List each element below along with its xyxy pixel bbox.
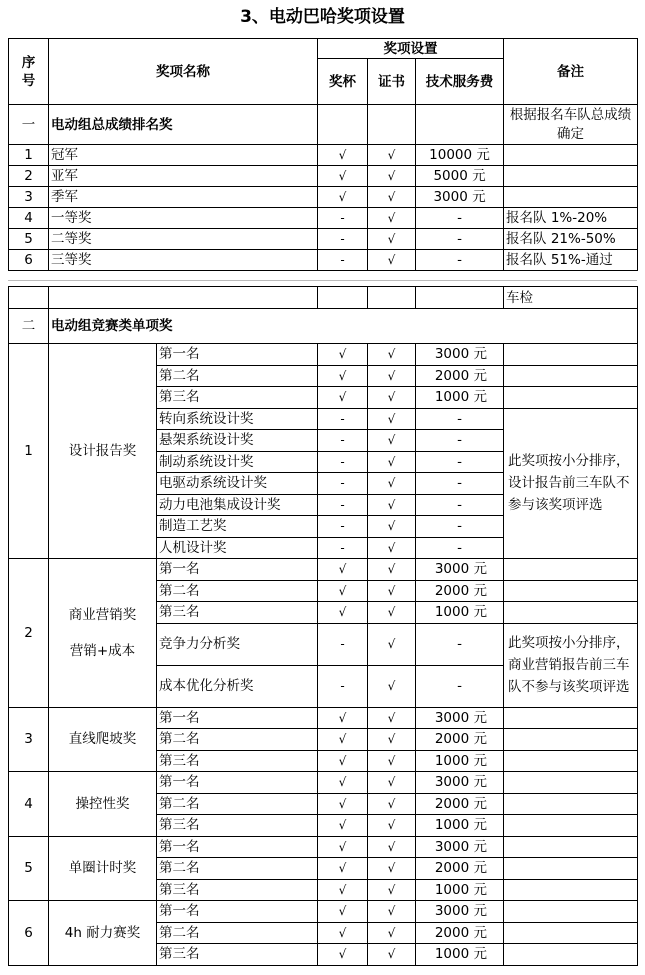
item-remark bbox=[504, 750, 638, 772]
group-name bbox=[49, 559, 157, 708]
item-cup: - bbox=[318, 537, 368, 559]
section2-name: 电动组竞赛类单项奖 bbox=[49, 309, 638, 344]
section1-num: 一 bbox=[9, 105, 49, 145]
section2-row bbox=[9, 309, 638, 344]
item-cert: √ bbox=[368, 793, 416, 815]
continued-row bbox=[9, 287, 638, 309]
row-remark: 报名队 1%-20% bbox=[504, 208, 638, 229]
item-cup: √ bbox=[318, 944, 368, 966]
item-fee: - bbox=[416, 623, 504, 665]
item-cup: √ bbox=[318, 815, 368, 837]
award-table-part2 bbox=[8, 286, 638, 966]
row-name: 二等奖 bbox=[49, 229, 318, 250]
row-name: 亚军 bbox=[49, 166, 318, 187]
group-seq: 4 bbox=[9, 772, 49, 837]
item-cert: √ bbox=[368, 473, 416, 495]
item-remark bbox=[504, 901, 638, 923]
section1-name: 电动组总成绩排名奖 bbox=[49, 105, 318, 145]
group-seq: 3 bbox=[9, 707, 49, 772]
item-cert: √ bbox=[368, 344, 416, 366]
group-seq: 2 bbox=[9, 559, 49, 708]
row-cup: √ bbox=[318, 145, 368, 166]
page-title: 3、电动巴哈奖项设置 bbox=[240, 7, 405, 27]
item-fee: 1000 元 bbox=[416, 815, 504, 837]
item-fee: - bbox=[416, 665, 504, 707]
item-cup: √ bbox=[318, 879, 368, 901]
item-fee: 3000 元 bbox=[416, 901, 504, 923]
item-cup: √ bbox=[318, 836, 368, 858]
item-remark bbox=[504, 793, 638, 815]
item-cert: √ bbox=[368, 365, 416, 387]
group-name: 直线爬坡奖 bbox=[49, 707, 157, 772]
item-name: 第二名 bbox=[157, 365, 318, 387]
item-fee: 2000 元 bbox=[416, 858, 504, 880]
item-cert: √ bbox=[368, 944, 416, 966]
item-name: 第三名 bbox=[157, 944, 318, 966]
item-fee: 2000 元 bbox=[416, 580, 504, 602]
header-seq: 序号 bbox=[9, 39, 49, 105]
row-cert: √ bbox=[368, 208, 416, 229]
item-fee: 1000 元 bbox=[416, 750, 504, 772]
header-row bbox=[9, 39, 638, 59]
table-row bbox=[9, 250, 638, 271]
item-cup: - bbox=[318, 665, 368, 707]
item-cert: √ bbox=[368, 836, 416, 858]
row-remark bbox=[504, 166, 638, 187]
item-cert: √ bbox=[368, 858, 416, 880]
item-cert: √ bbox=[368, 494, 416, 516]
item-name: 第一名 bbox=[157, 836, 318, 858]
item-cup: √ bbox=[318, 729, 368, 751]
award-table-part1 bbox=[8, 38, 638, 271]
row-cup: - bbox=[318, 208, 368, 229]
item-cup: - bbox=[318, 430, 368, 452]
item-cup: √ bbox=[318, 901, 368, 923]
table-row bbox=[9, 344, 638, 366]
row-cup: - bbox=[318, 229, 368, 250]
item-remark bbox=[504, 944, 638, 966]
item-cert: √ bbox=[368, 922, 416, 944]
row-fee: 5000 元 bbox=[416, 166, 504, 187]
row-fee: 3000 元 bbox=[416, 187, 504, 208]
item-remark bbox=[504, 559, 638, 581]
table-row bbox=[9, 707, 638, 729]
item-cert: √ bbox=[368, 879, 416, 901]
item-cup: √ bbox=[318, 793, 368, 815]
item-cert: √ bbox=[368, 623, 416, 665]
item-remark bbox=[504, 879, 638, 901]
group-remark: 此奖项按小分排序，商业营销报告前三车队不参与该奖项评选 bbox=[504, 623, 638, 707]
group-name: 单圈计时奖 bbox=[49, 836, 157, 901]
item-name: 第三名 bbox=[157, 750, 318, 772]
item-remark bbox=[504, 344, 638, 366]
item-cert: √ bbox=[368, 707, 416, 729]
item-fee: 1000 元 bbox=[416, 879, 504, 901]
header-cert: 证书 bbox=[368, 59, 416, 105]
item-name: 悬架系统设计奖 bbox=[157, 430, 318, 452]
item-fee: 3000 元 bbox=[416, 344, 504, 366]
item-remark bbox=[504, 772, 638, 794]
row-seq: 6 bbox=[9, 250, 49, 271]
item-name: 第二名 bbox=[157, 793, 318, 815]
row-seq: 3 bbox=[9, 187, 49, 208]
item-cert: √ bbox=[368, 815, 416, 837]
header-setting: 奖项设置 bbox=[318, 39, 504, 59]
item-name: 第二名 bbox=[157, 922, 318, 944]
item-name: 第三名 bbox=[157, 602, 318, 624]
table-row bbox=[9, 208, 638, 229]
section1-row bbox=[9, 105, 638, 145]
item-cert: √ bbox=[368, 430, 416, 452]
item-name: 第三名 bbox=[157, 815, 318, 837]
table-row bbox=[9, 836, 638, 858]
item-cup: √ bbox=[318, 922, 368, 944]
row-fee: - bbox=[416, 208, 504, 229]
item-cup: - bbox=[318, 623, 368, 665]
row-seq: 2 bbox=[9, 166, 49, 187]
item-fee: - bbox=[416, 516, 504, 538]
table-row bbox=[9, 559, 638, 581]
item-name: 成本优化分析奖 bbox=[157, 665, 318, 707]
item-cup: √ bbox=[318, 344, 368, 366]
row-cert: √ bbox=[368, 229, 416, 250]
item-cert: √ bbox=[368, 772, 416, 794]
item-remark bbox=[504, 365, 638, 387]
item-name: 人机设计奖 bbox=[157, 537, 318, 559]
item-remark bbox=[504, 580, 638, 602]
group-remark: 此奖项按小分排序，设计报告前三车队不参与该奖项评选 bbox=[504, 408, 638, 559]
item-cert: √ bbox=[368, 559, 416, 581]
item-cup: √ bbox=[318, 750, 368, 772]
row-remark: 报名队 21%-50% bbox=[504, 229, 638, 250]
item-remark bbox=[504, 602, 638, 624]
item-cert: √ bbox=[368, 729, 416, 751]
item-cup: √ bbox=[318, 387, 368, 409]
item-name: 第二名 bbox=[157, 858, 318, 880]
item-name: 第二名 bbox=[157, 580, 318, 602]
item-fee: - bbox=[416, 451, 504, 473]
header-name: 奖项名称 bbox=[49, 39, 318, 105]
item-cup: - bbox=[318, 451, 368, 473]
item-cup: - bbox=[318, 516, 368, 538]
item-name: 第一名 bbox=[157, 344, 318, 366]
item-cert: √ bbox=[368, 750, 416, 772]
item-fee: 3000 元 bbox=[416, 707, 504, 729]
item-cup: √ bbox=[318, 707, 368, 729]
item-cup: - bbox=[318, 408, 368, 430]
row-seq: 4 bbox=[9, 208, 49, 229]
item-remark bbox=[504, 922, 638, 944]
table-row bbox=[9, 229, 638, 250]
item-name: 制造工艺奖 bbox=[157, 516, 318, 538]
item-fee: 3000 元 bbox=[416, 772, 504, 794]
row-cert: √ bbox=[368, 250, 416, 271]
group-name: 操控性奖 bbox=[49, 772, 157, 837]
item-name: 竞争力分析奖 bbox=[157, 623, 318, 665]
table-row bbox=[9, 166, 638, 187]
item-cup: √ bbox=[318, 365, 368, 387]
item-name: 电驱动系统设计奖 bbox=[157, 473, 318, 495]
item-fee: 2000 元 bbox=[416, 729, 504, 751]
item-cup: - bbox=[318, 494, 368, 516]
row-remark bbox=[504, 145, 638, 166]
group-name-line2: 营销+成本 bbox=[69, 642, 136, 659]
row-remark: 报名队 51%-通过 bbox=[504, 250, 638, 271]
item-name: 第三名 bbox=[157, 879, 318, 901]
item-name: 第一名 bbox=[157, 901, 318, 923]
table-row bbox=[9, 772, 638, 794]
item-cert: √ bbox=[368, 451, 416, 473]
header-fee: 技术服务费 bbox=[416, 59, 504, 105]
item-remark bbox=[504, 836, 638, 858]
item-remark bbox=[504, 707, 638, 729]
item-fee: 2000 元 bbox=[416, 922, 504, 944]
row-name: 季军 bbox=[49, 187, 318, 208]
item-cert: √ bbox=[368, 580, 416, 602]
item-fee: - bbox=[416, 408, 504, 430]
group-name: 4h 耐力赛奖 bbox=[49, 901, 157, 966]
item-fee: 3000 元 bbox=[416, 836, 504, 858]
item-name: 动力电池集成设计奖 bbox=[157, 494, 318, 516]
row-cup: √ bbox=[318, 166, 368, 187]
group-seq: 5 bbox=[9, 836, 49, 901]
row-cup: - bbox=[318, 250, 368, 271]
item-cup: √ bbox=[318, 580, 368, 602]
group-name: 设计报告奖 bbox=[49, 344, 157, 559]
item-name: 第一名 bbox=[157, 707, 318, 729]
continued-remark: 车检 bbox=[504, 287, 638, 309]
item-cert: √ bbox=[368, 408, 416, 430]
row-fee: - bbox=[416, 250, 504, 271]
row-fee: - bbox=[416, 229, 504, 250]
group-name-line1: 商业营销奖 bbox=[68, 606, 137, 623]
table-row bbox=[9, 901, 638, 923]
item-cert: √ bbox=[368, 537, 416, 559]
row-cert: √ bbox=[368, 187, 416, 208]
row-fee: 10000 元 bbox=[416, 145, 504, 166]
row-name: 三等奖 bbox=[49, 250, 318, 271]
item-remark bbox=[504, 387, 638, 409]
item-remark bbox=[504, 858, 638, 880]
item-fee: - bbox=[416, 473, 504, 495]
item-name: 第三名 bbox=[157, 387, 318, 409]
item-cup: √ bbox=[318, 772, 368, 794]
row-seq: 5 bbox=[9, 229, 49, 250]
section2-num: 二 bbox=[9, 309, 49, 344]
item-cert: √ bbox=[368, 602, 416, 624]
item-name: 第二名 bbox=[157, 729, 318, 751]
row-seq: 1 bbox=[9, 145, 49, 166]
item-fee: - bbox=[416, 537, 504, 559]
group-seq: 6 bbox=[9, 901, 49, 966]
item-fee: 1000 元 bbox=[416, 944, 504, 966]
item-cert: √ bbox=[368, 387, 416, 409]
row-cert: √ bbox=[368, 166, 416, 187]
item-cert: √ bbox=[368, 665, 416, 707]
group-seq: 1 bbox=[9, 344, 49, 559]
item-cert: √ bbox=[368, 516, 416, 538]
item-remark bbox=[504, 815, 638, 837]
row-cert: √ bbox=[368, 145, 416, 166]
item-name: 第一名 bbox=[157, 559, 318, 581]
item-fee: 1000 元 bbox=[416, 602, 504, 624]
item-fee: - bbox=[416, 430, 504, 452]
header-cup: 奖杯 bbox=[318, 59, 368, 105]
section1-remark: 根据报名车队总成绩确定 bbox=[504, 105, 638, 145]
item-fee: 2000 元 bbox=[416, 365, 504, 387]
item-fee: - bbox=[416, 494, 504, 516]
row-cup: √ bbox=[318, 187, 368, 208]
row-remark bbox=[504, 187, 638, 208]
item-remark bbox=[504, 729, 638, 751]
table-row bbox=[9, 145, 638, 166]
page-break-line bbox=[8, 280, 637, 281]
item-cup: √ bbox=[318, 559, 368, 581]
item-cert: √ bbox=[368, 901, 416, 923]
item-cup: √ bbox=[318, 858, 368, 880]
item-cup: √ bbox=[318, 602, 368, 624]
item-fee: 1000 元 bbox=[416, 387, 504, 409]
header-remark: 备注 bbox=[504, 39, 638, 105]
row-name: 冠军 bbox=[49, 145, 318, 166]
row-name: 一等奖 bbox=[49, 208, 318, 229]
item-cup: - bbox=[318, 473, 368, 495]
item-name: 转向系统设计奖 bbox=[157, 408, 318, 430]
item-name: 制动系统设计奖 bbox=[157, 451, 318, 473]
item-fee: 3000 元 bbox=[416, 559, 504, 581]
item-name: 第一名 bbox=[157, 772, 318, 794]
table-row bbox=[9, 187, 638, 208]
item-fee: 2000 元 bbox=[416, 793, 504, 815]
